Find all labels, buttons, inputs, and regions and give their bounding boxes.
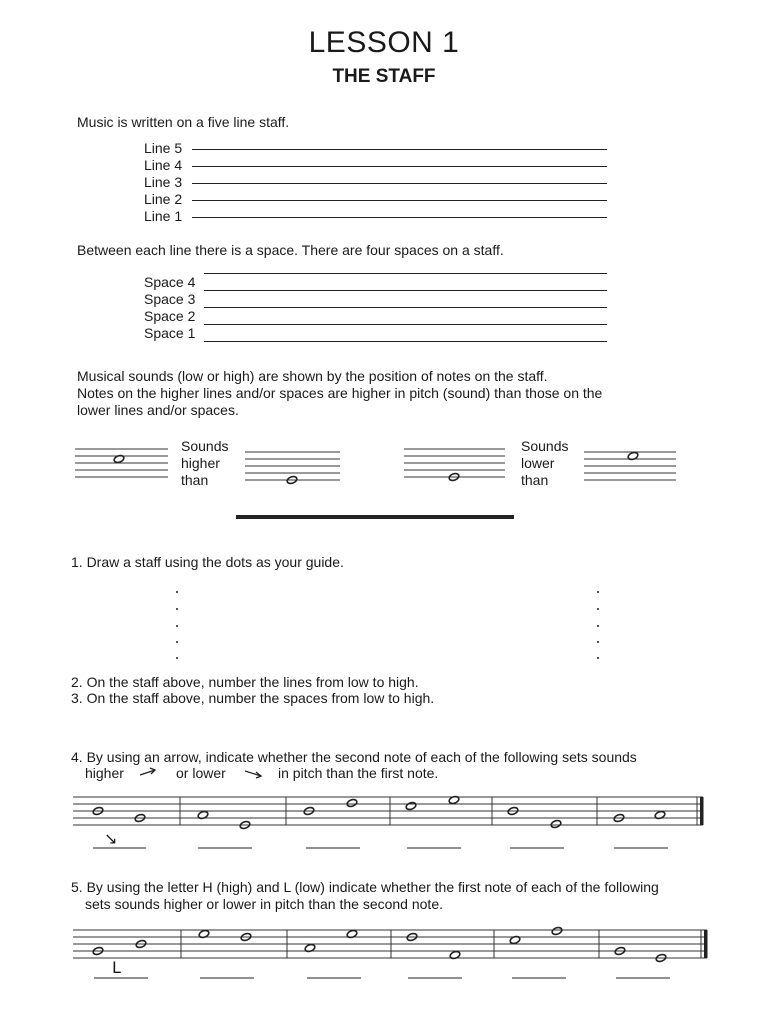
question-4-or-lower: or lower bbox=[176, 765, 226, 781]
question-5-example-answer: L bbox=[112, 958, 121, 977]
question-5-staff bbox=[73, 930, 707, 958]
question-3-text: 3. On the staff above, number the spaces from low to high. bbox=[71, 690, 435, 706]
pitch-text-2: Notes on the higher lines and/or spaces are higher in pitch (sound) than those on the bbox=[77, 385, 603, 401]
line-label-5: Line 5 bbox=[144, 140, 183, 156]
example-lower-word-2: lower bbox=[521, 455, 555, 471]
line-label-3: Line 3 bbox=[144, 174, 183, 190]
example-lower-word-3: than bbox=[521, 472, 549, 488]
question-4-text: 4. By using an arrow, indicate whether the second note of each of the following sets sounds bbox=[71, 749, 637, 765]
question-4-example-answer: ↘ bbox=[104, 829, 118, 848]
example-higher-word-2: higher bbox=[181, 455, 220, 471]
pitch-text-3: lower lines and/or spaces. bbox=[77, 402, 239, 418]
question-4-higher: higher bbox=[85, 765, 124, 781]
line-label-1: Line 1 bbox=[144, 208, 183, 224]
example-higher-word-3: than bbox=[181, 472, 209, 488]
line-label-2: Line 2 bbox=[144, 191, 183, 207]
whole-note bbox=[551, 926, 563, 935]
space-label-4: Space 4 bbox=[144, 274, 196, 290]
question-5-text-2: sets sounds higher or lower in pitch than the second note. bbox=[85, 896, 443, 912]
spaces-intro-text: Between each line there is a space. There are four spaces on a staff. bbox=[77, 242, 504, 258]
lesson-title: LESSON 1 bbox=[308, 26, 460, 59]
lesson-subtitle: THE STAFF bbox=[332, 66, 436, 87]
line-label-4: Line 4 bbox=[144, 157, 183, 173]
space-label-3: Space 3 bbox=[144, 291, 196, 307]
question-4-rest: in pitch than the first note. bbox=[278, 765, 439, 781]
question-5-text-1: 5. By using the letter H (high) and L (low) indicate whether the first note of each of the following bbox=[71, 879, 659, 895]
lines-intro-text: Music is written on a five line staff. bbox=[77, 114, 290, 130]
example-lower-word-1: Sounds bbox=[521, 438, 569, 454]
space-label-2: Space 2 bbox=[144, 308, 196, 324]
question-1-text: 1. Draw a staff using the dots as your guide. bbox=[71, 554, 344, 570]
example-higher-word-1: Sounds bbox=[181, 438, 229, 454]
pitch-text-1: Musical sounds (low or high) are shown by the position of notes on the staff. bbox=[77, 368, 548, 384]
question-2-text: 2. On the staff above, number the lines from low to high. bbox=[71, 674, 419, 690]
space-label-1: Space 1 bbox=[144, 325, 196, 341]
